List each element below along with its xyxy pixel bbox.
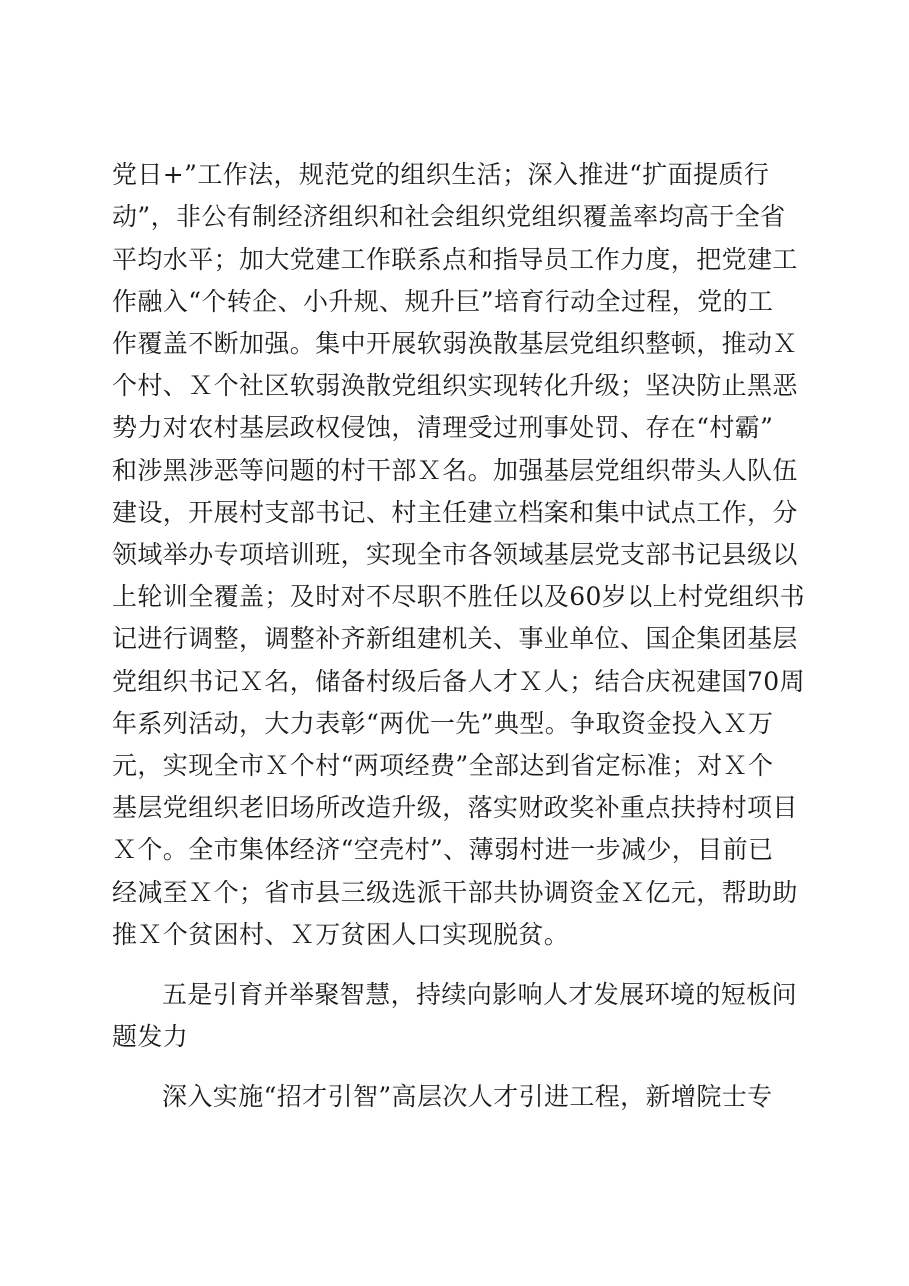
- text-line: 记进行调整，调整补齐新组建机关、事业单位、国企集团基层: [112, 624, 798, 653]
- text-line: 个村、Ｘ个社区软弱涣散党组织实现转化升级；坚决防止黑恶: [112, 371, 798, 400]
- text-line: 基层党组织老旧场所改造升级，落实财政奖补重点扶持村项目: [112, 793, 798, 822]
- text-line: 经减至Ｘ个；省市县三级选派干部共协调资金Ｘ亿元，帮助助: [112, 878, 798, 907]
- text-line: 上轮训全覆盖；及时对不尽职不胜任以及60岁以上村党组织书: [112, 582, 806, 611]
- section-heading: 五是引育并举聚智慧，持续向影响人才发展环境的短板问: [162, 980, 798, 1009]
- text-line: 势力对农村基层政权侵蚀，清理受过刑事处罚、存在“村霸”: [112, 413, 774, 442]
- text-line: 建设，开展村支部书记、村主任建立档案和集中试点工作，分: [112, 498, 798, 527]
- text-line: 作融入“个转企、小升规、规升巨”培育行动全过程，党的工: [112, 287, 774, 316]
- text-line: 动”，非公有制经济组织和社会组织党组织覆盖率均高于全省: [112, 202, 786, 231]
- text-line: 元，实现全市Ｘ个村“两项经费”全部达到省定标准；对Ｘ个: [112, 751, 774, 780]
- section-heading-continuation: 题发力: [112, 1022, 189, 1051]
- text-line: 党日+”工作法，规范党的组织生活；深入推进“扩面提质行: [112, 160, 770, 189]
- text-line: 年系列活动，大力表彰“两优一先”典型。争取资金投入Ｘ万: [112, 709, 774, 738]
- text-line: 党组织书记Ｘ名，储备村级后备人才Ｘ人；结合庆祝建国70周: [112, 667, 806, 696]
- text-line: 推Ｘ个贫困村、Ｘ万贫困人口实现脱贫。: [112, 920, 570, 949]
- text-line: 平均水平；加大党建工作联系点和指导员工作力度，把党建工: [112, 245, 798, 274]
- text-line: 领域举办专项培训班，实现全市各领域基层党支部书记县级以: [112, 540, 798, 569]
- paragraph-start: 深入实施“招才引智”高层次人才引进工程，新增院士专: [162, 1082, 773, 1111]
- text-line: 和涉黑涉恶等问题的村干部Ｘ名。加强基层党组织带头人队伍: [112, 456, 798, 485]
- text-line: Ｘ个。全市集体经济“空壳村”、薄弱村进一步减少，目前已: [112, 835, 774, 864]
- text-line: 作覆盖不断加强。集中开展软弱涣散基层党组织整顿，推动Ｘ: [112, 329, 798, 358]
